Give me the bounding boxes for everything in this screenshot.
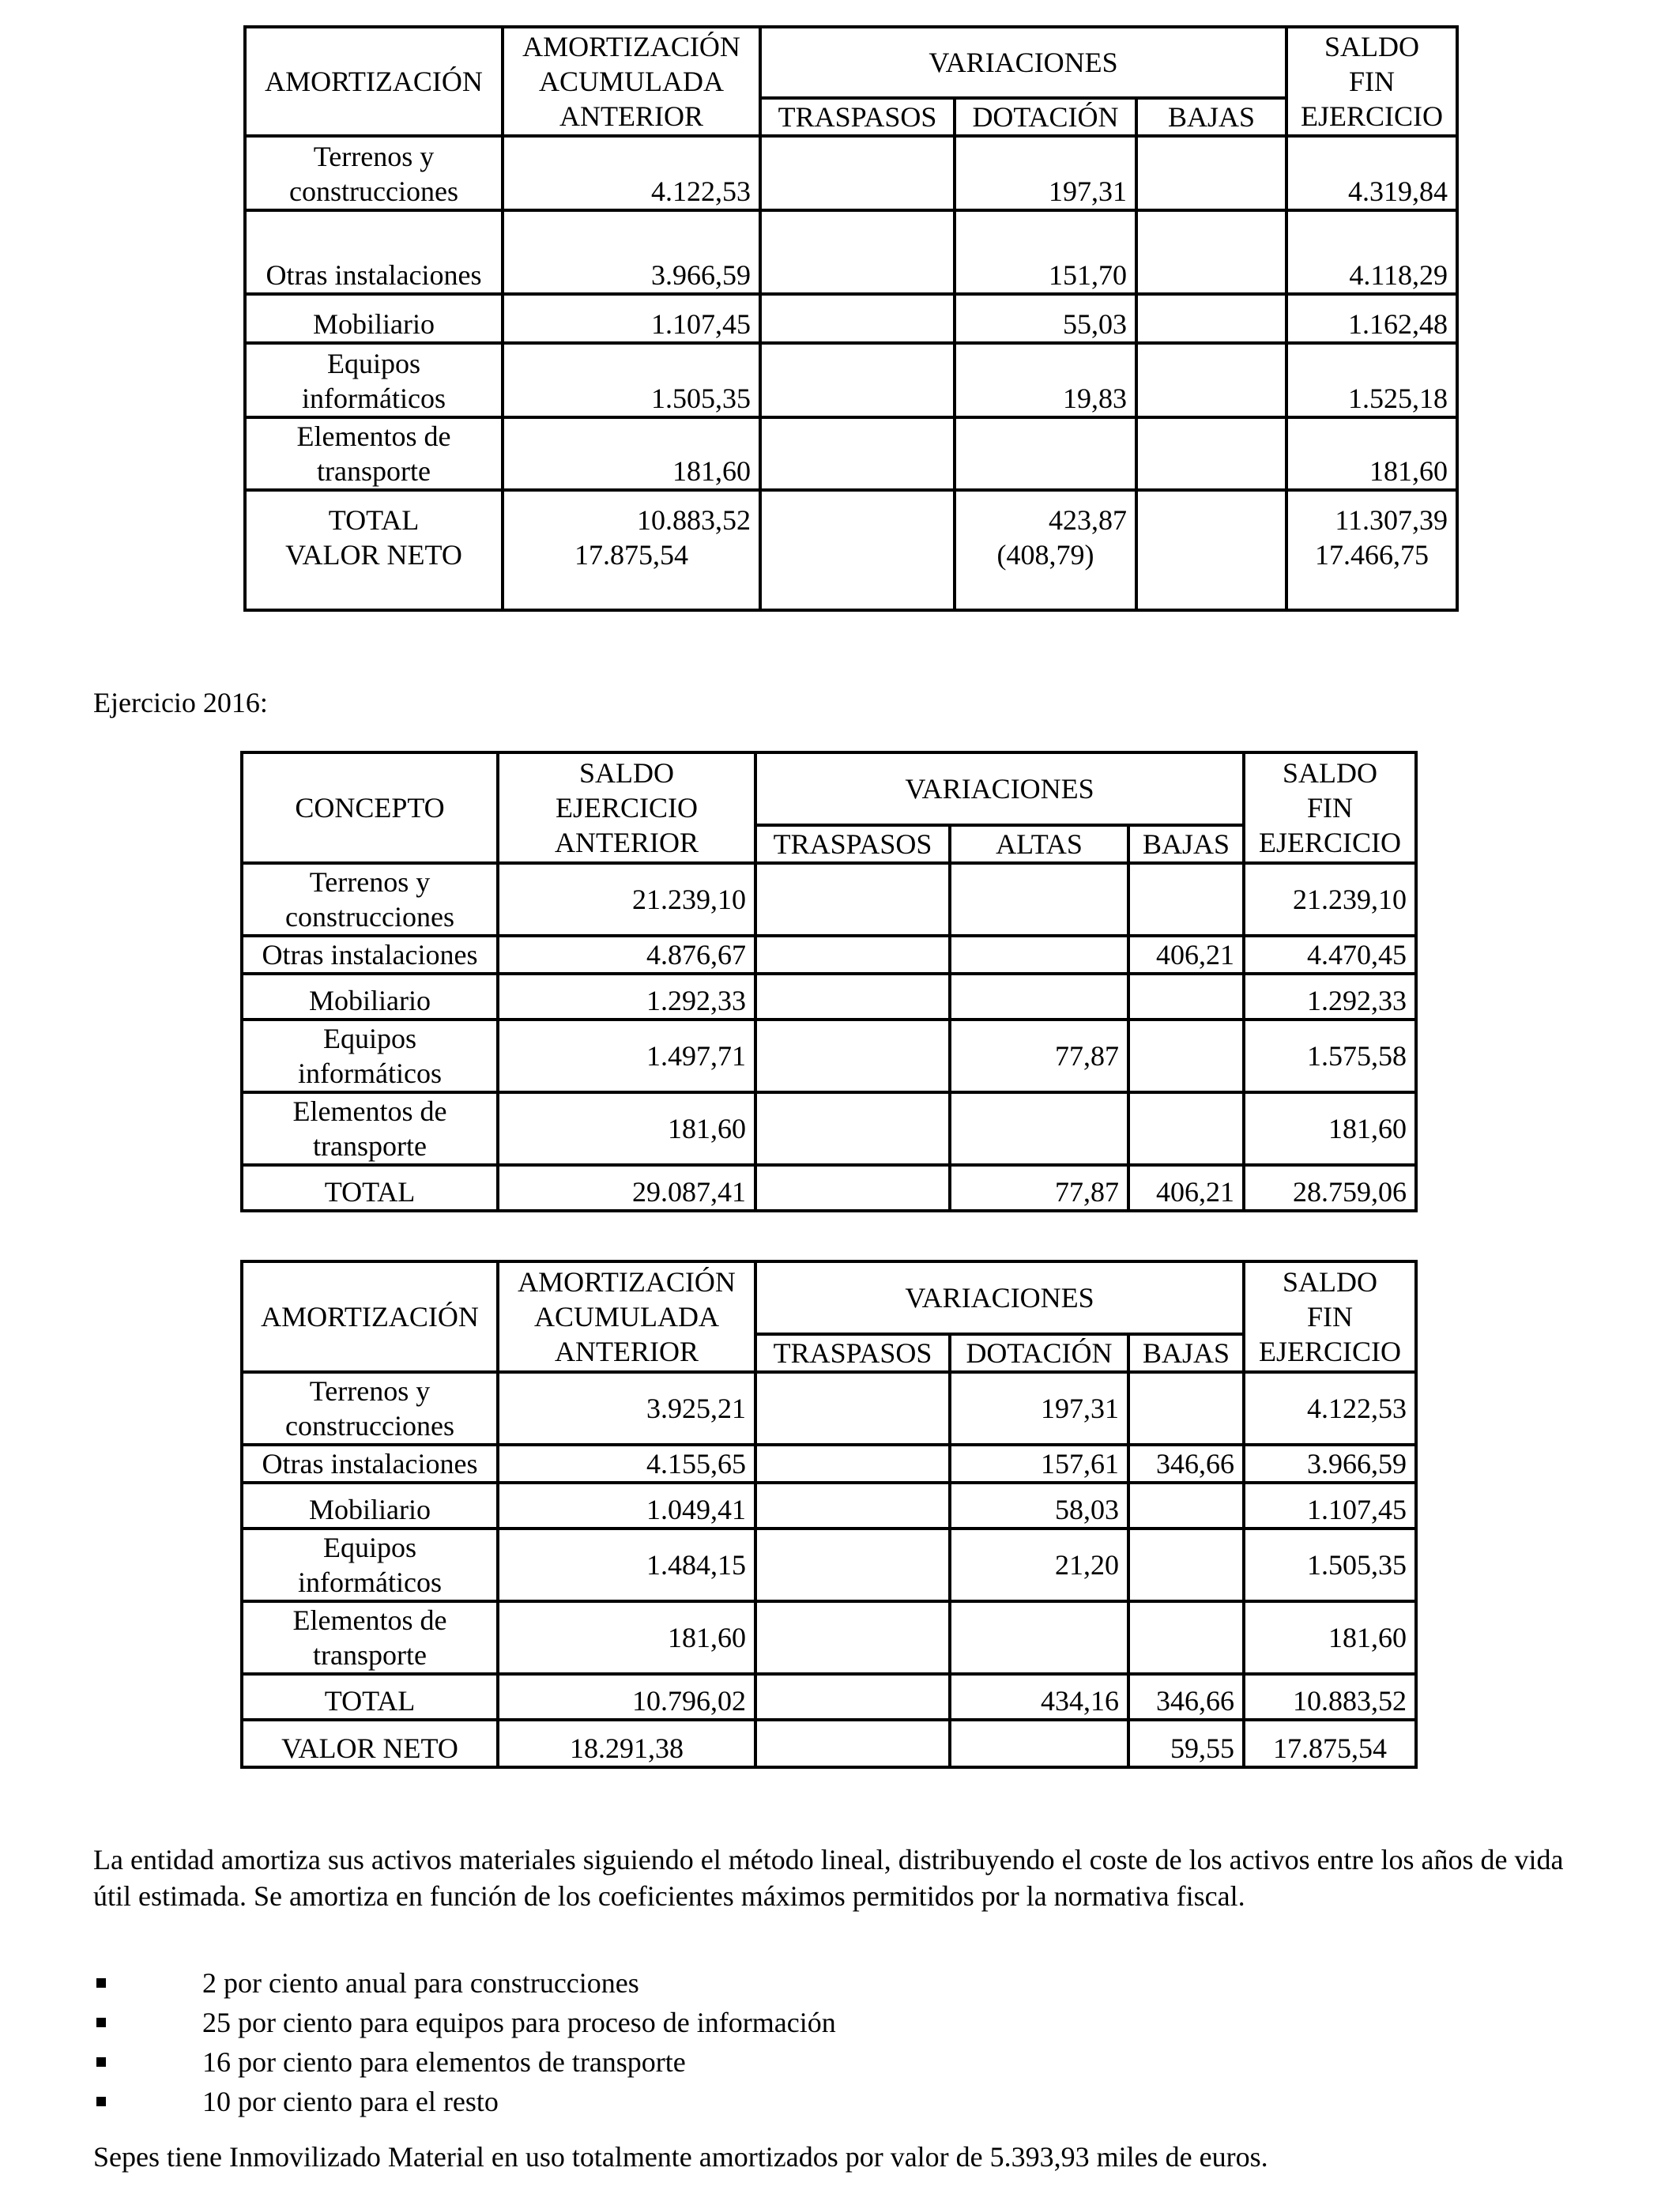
cell: 197,31 [955,136,1136,210]
cell [1128,1529,1244,1601]
cell: 1.484,15 [498,1529,755,1601]
table-row-valor-neto [245,537,1457,610]
cell: 346,66 [1128,1674,1244,1720]
row-label: TOTAL [242,1674,498,1720]
cell [1136,537,1286,610]
depreciation-method-paragraph: La entidad amortiza sus activos materiales siguiendo el método lineal, distribuyendo el coste de los activos entre los años de vida útil estimada. Se amortiza en función de los coeficientes máximos permitidos por la normativa fiscal. [93,1844,1564,1912]
header-traspasos: TRASPASOS [755,1334,950,1372]
bullet-square-icon [96,2018,106,2027]
table-row [245,343,1457,417]
table-row [242,1372,1416,1445]
header-amortizacion: AMORTIZACIÓN [242,1261,498,1372]
header-saldo-fin: SALDO FIN EJERCICIO [1244,752,1416,863]
cell [760,294,955,343]
cell: 1.107,45 [1244,1483,1416,1529]
cell: 17.875,54 [1244,1720,1416,1767]
cell: 181,60 [498,1601,755,1674]
cell [760,343,955,417]
cell [1136,210,1286,294]
row-label: Mobiliario [242,974,498,1020]
header-amortizacion-acumulada: AMORTIZACIÓN ACUMULADA ANTERIOR [498,1261,755,1372]
cell: 1.107,45 [503,294,760,343]
table-row-total [242,1165,1416,1211]
cell [760,537,955,610]
header-bajas: BAJAS [1136,98,1286,136]
cell [755,1020,950,1092]
cell: 1.505,35 [1244,1529,1416,1601]
cell [755,1483,950,1529]
list-item: 10 por ciento para el resto [93,2082,836,2121]
cell [755,1372,950,1445]
cell: 55,03 [955,294,1136,343]
cell: 10.796,02 [498,1674,755,1720]
table-row [242,936,1416,974]
cell: (408,79) [955,537,1136,610]
cell [760,417,955,490]
cell: 3.966,59 [1244,1445,1416,1483]
cell [755,1165,950,1211]
cell: 1.575,58 [1244,1020,1416,1092]
table-row [242,1529,1416,1601]
row-label: Equipos informáticos [242,1529,498,1601]
cell: 346,66 [1128,1445,1244,1483]
header-bajas: BAJAS [1128,825,1244,863]
row-label: Terrenos y construcciones [245,136,503,210]
cell: 1.049,41 [498,1483,755,1529]
cell [950,863,1128,936]
header-amortizacion-acumulada: AMORTIZACIÓN ACUMULADA ANTERIOR [503,27,760,136]
row-label: Otras instalaciones [242,1445,498,1483]
cell: 181,60 [1244,1601,1416,1674]
table-row [242,863,1416,936]
table-row [245,294,1457,343]
row-label: Equipos informáticos [245,343,503,417]
cell [760,490,955,537]
table-row [242,974,1416,1020]
header-traspasos: TRASPASOS [760,98,955,136]
cell [760,210,955,294]
table-row [245,417,1457,490]
cell [755,1092,950,1165]
bullet-square-icon [96,2057,106,2067]
cell [1136,417,1286,490]
row-label: Terrenos y construcciones [242,1372,498,1445]
row-label: TOTAL [245,490,503,537]
cell: 4.470,45 [1244,936,1416,974]
list-item: 16 por ciento para elementos de transporte [93,2042,836,2082]
header-saldo-fin: SALDO FIN EJERCICIO [1244,1261,1416,1372]
fully-depreciated-paragraph: Sepes tiene Inmovilizado Material en uso totalmente amortizados por valor de 5.393,93 miles de euros. [93,2141,1268,2173]
cell: 59,55 [1128,1720,1244,1767]
cell [955,417,1136,490]
bullet-square-icon [96,1978,106,1988]
cell: 1.525,18 [1286,343,1457,417]
list-item: 25 por ciento para equipos para proceso de información [93,2003,836,2042]
header-amortizacion: AMORTIZACIÓN [245,27,503,136]
cell [755,863,950,936]
row-label: Elementos de transporte [245,417,503,490]
row-label: Mobiliario [245,294,503,343]
cell: 434,16 [950,1674,1128,1720]
section-heading-2016: Ejercicio 2016: [93,687,268,718]
table-row [242,1445,1416,1483]
row-label: Otras instalaciones [242,936,498,974]
cell: 17.466,75 [1286,537,1457,610]
cell [1128,1092,1244,1165]
cell [755,1601,950,1674]
list-item: 2 por ciento anual para construcciones [93,1963,836,2003]
cell: 181,60 [1244,1092,1416,1165]
cell [755,1445,950,1483]
cell [950,1720,1128,1767]
cell: 1.292,33 [1244,974,1416,1020]
depreciation-rates-list [93,1963,836,2121]
cell [950,1601,1128,1674]
cell [755,936,950,974]
table-row [242,1092,1416,1165]
row-label: Equipos informáticos [242,1020,498,1092]
cell: 423,87 [955,490,1136,537]
header-concepto: CONCEPTO [242,752,498,863]
row-label: Terrenos y construcciones [242,863,498,936]
row-label: Elementos de transporte [242,1601,498,1674]
cell: 151,70 [955,210,1136,294]
cell [755,974,950,1020]
row-label: Mobiliario [242,1483,498,1529]
cell: 197,31 [950,1372,1128,1445]
row-label: VALOR NETO [245,537,503,610]
cell: 1.162,48 [1286,294,1457,343]
header-variaciones: VARIACIONES [755,752,1244,825]
header-saldo-fin: SALDO FIN EJERCICIO [1286,27,1457,136]
header-variaciones: VARIACIONES [760,27,1286,98]
cell [1136,490,1286,537]
amortization-table-2016 [240,1260,1418,1769]
cell: 77,87 [950,1020,1128,1092]
cell: 3.925,21 [498,1372,755,1445]
table-row [242,1020,1416,1092]
header-altas: ALTAS [950,825,1128,863]
cell: 10.883,52 [1244,1674,1416,1720]
header-traspasos: TRASPASOS [755,825,950,863]
cell [1128,1020,1244,1092]
concept-table-2016 [240,751,1418,1212]
cell: 406,21 [1128,1165,1244,1211]
cell [1128,1601,1244,1674]
cell: 1.505,35 [503,343,760,417]
amortization-table-2017 [243,25,1459,612]
header-saldo-ejercicio-anterior: SALDO EJERCICIO ANTERIOR [498,752,755,863]
table-row-total [245,490,1457,537]
table-row [242,1601,1416,1674]
cell: 181,60 [498,1092,755,1165]
header-variaciones: VARIACIONES [755,1261,1244,1334]
cell [1128,863,1244,936]
cell: 406,21 [1128,936,1244,974]
cell [1128,974,1244,1020]
row-label: VALOR NETO [242,1720,498,1767]
cell [950,974,1128,1020]
cell: 4.122,53 [1244,1372,1416,1445]
cell: 29.087,41 [498,1165,755,1211]
cell: 3.966,59 [503,210,760,294]
header-bajas: BAJAS [1128,1334,1244,1372]
cell: 157,61 [950,1445,1128,1483]
row-label: Elementos de transporte [242,1092,498,1165]
cell: 4.876,67 [498,936,755,974]
row-label: Otras instalaciones [245,210,503,294]
header-dotacion: DOTACIÓN [950,1334,1128,1372]
cell [755,1674,950,1720]
cell: 17.875,54 [503,537,760,610]
cell [1128,1372,1244,1445]
cell [1136,294,1286,343]
row-label: TOTAL [242,1165,498,1211]
cell: 21.239,10 [498,863,755,936]
cell: 77,87 [950,1165,1128,1211]
cell: 4.319,84 [1286,136,1457,210]
table-row [245,210,1457,294]
cell [1128,1483,1244,1529]
cell [1136,136,1286,210]
cell [760,136,955,210]
cell: 18.291,38 [498,1720,755,1767]
cell: 28.759,06 [1244,1165,1416,1211]
cell: 4.122,53 [503,136,760,210]
cell: 11.307,39 [1286,490,1457,537]
cell [755,1529,950,1601]
cell: 19,83 [955,343,1136,417]
table-row [242,1483,1416,1529]
cell: 4.118,29 [1286,210,1457,294]
cell [1136,343,1286,417]
table-row-valor-neto [242,1720,1416,1767]
table-row-total [242,1674,1416,1720]
header-dotacion: DOTACIÓN [955,98,1136,136]
cell: 1.292,33 [498,974,755,1020]
cell [950,1092,1128,1165]
cell: 10.883,52 [503,490,760,537]
table-row [245,136,1457,210]
bullet-square-icon [96,2097,106,2106]
cell: 181,60 [503,417,760,490]
cell: 58,03 [950,1483,1128,1529]
cell: 21,20 [950,1529,1128,1601]
cell [755,1720,950,1767]
cell: 1.497,71 [498,1020,755,1092]
cell: 4.155,65 [498,1445,755,1483]
cell: 21.239,10 [1244,863,1416,936]
cell: 181,60 [1286,417,1457,490]
cell [950,936,1128,974]
